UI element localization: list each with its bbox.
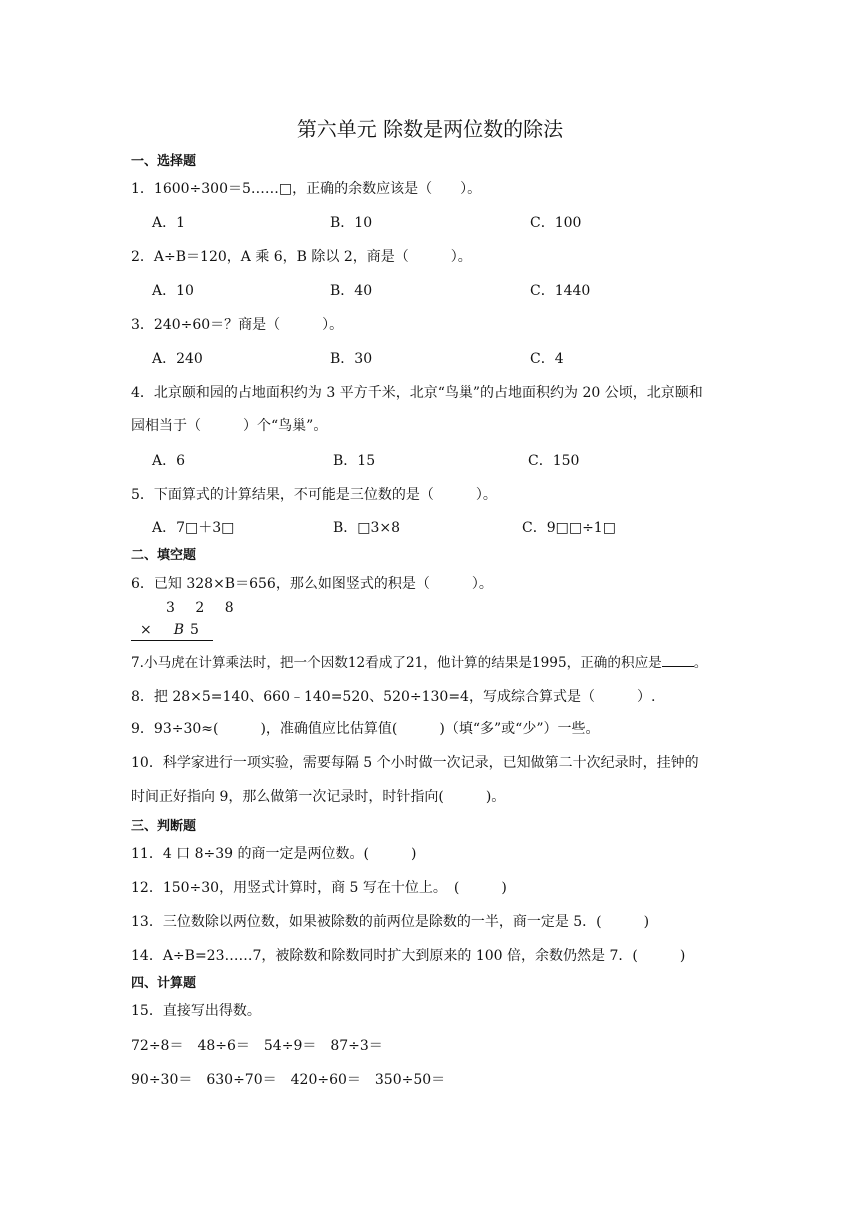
q5-option-a: A．7□＋3□: [152, 520, 235, 536]
multiply-sign: ×: [140, 622, 152, 638]
question-13: 13．三位数除以两位数，如果被除数的前两位是除数的一半，商一定是 5．( ): [131, 914, 650, 930]
q3-option-c: C．4: [530, 351, 564, 367]
vertical-multiplication-bottom: [140, 620, 199, 640]
question-7: [131, 652, 707, 673]
question-7-end: 。: [693, 655, 708, 671]
calc-row-1: 72÷8＝ 48÷6＝ 54÷9＝ 87÷3＝: [131, 1038, 383, 1054]
question-10-line-2: 时间正好指向 9，那么做第一次记录时，时针指向( )。: [131, 789, 506, 805]
question-4-line-1: 4．北京颐和园的占地面积约为 3 平方千米，北京“鸟巢”的占地面积约为 20 公顷，北京颐和: [131, 385, 703, 401]
q4-option-b: B．15: [333, 453, 376, 469]
answer-blank: [662, 652, 694, 667]
question-5: 5．下面算式的计算结果，不可能是三位数的是（ ）。: [131, 487, 497, 503]
question-8: 8．把 28×5=140、660﹣140=520、520÷130=4，写成综合算式是（ ）.: [131, 689, 656, 705]
digit-five: 5: [190, 622, 199, 638]
q3-option-a: A．240: [152, 351, 203, 367]
page-title: 第六单元 除数是两位数的除法: [296, 117, 564, 141]
calc-row-2: 90÷30＝ 630÷70＝ 420÷60＝ 350÷50＝: [131, 1072, 446, 1088]
section-heading-calc: 四、计算题: [131, 976, 197, 991]
q2-option-b: B．40: [330, 283, 373, 299]
vertical-multiplication-rule: [131, 640, 213, 641]
section-heading-judge: 三、判断题: [131, 819, 197, 834]
question-1: 1．1600÷300＝5……□，正确的余数应该是（ ）。: [131, 181, 482, 197]
question-4-line-2: 园相当于（ ）个“鸟巢”。: [131, 418, 328, 434]
q4-option-c: C．150: [528, 453, 580, 469]
question-3: 3．240÷60＝？商是（ ）。: [131, 317, 344, 333]
question-15: 15．直接写出得数。: [131, 1003, 261, 1019]
question-12: 12．150÷30，用竖式计算时，商 5 写在十位上。 ( ): [131, 880, 507, 896]
q2-option-a: A．10: [152, 283, 194, 299]
vertical-multiplication-top: 3 2 8: [166, 600, 242, 616]
q1-option-a: A．1: [152, 215, 186, 231]
question-2: 2．A÷B＝120，A 乘 6，B 除以 2，商是（ ）。: [131, 249, 472, 265]
section-heading-fill: 二、填空题: [131, 548, 197, 563]
question-10-line-1: 10．科学家进行一项实验，需要每隔 5 个小时做一次记录，已知做第二十次纪录时，挂钟的: [131, 755, 699, 771]
section-heading-choice: 一、选择题: [131, 154, 197, 169]
q5-option-b: B．□3×8: [333, 520, 401, 536]
q3-option-b: B．30: [330, 351, 373, 367]
q4-option-a: A．6: [152, 453, 186, 469]
q2-option-c: C．1440: [530, 283, 591, 299]
q1-option-c: C．100: [530, 215, 582, 231]
question-14: 14．A÷B=23……7，被除数和除数同时扩大到原来的 100 倍，余数仍然是 7．( ): [131, 948, 686, 964]
question-7-text: 7.小马虎在计算乘法时，把一个因数12看成了21，他计算的结果是1995，正确的积应是: [131, 655, 662, 671]
digit-b: B: [173, 622, 185, 638]
q1-option-b: B．10: [330, 215, 373, 231]
question-9: 9．93÷30≈( )，准确值应比估算值( )（填“多”或“少”）一些。: [131, 721, 600, 737]
question-11: 11．4 口 8÷39 的商一定是两位数。( ): [131, 846, 417, 862]
question-6: 6．已知 328×B＝656，那么如图竖式的积是（ ）。: [131, 576, 493, 592]
q5-option-c: C．9□□÷1□: [522, 520, 616, 536]
